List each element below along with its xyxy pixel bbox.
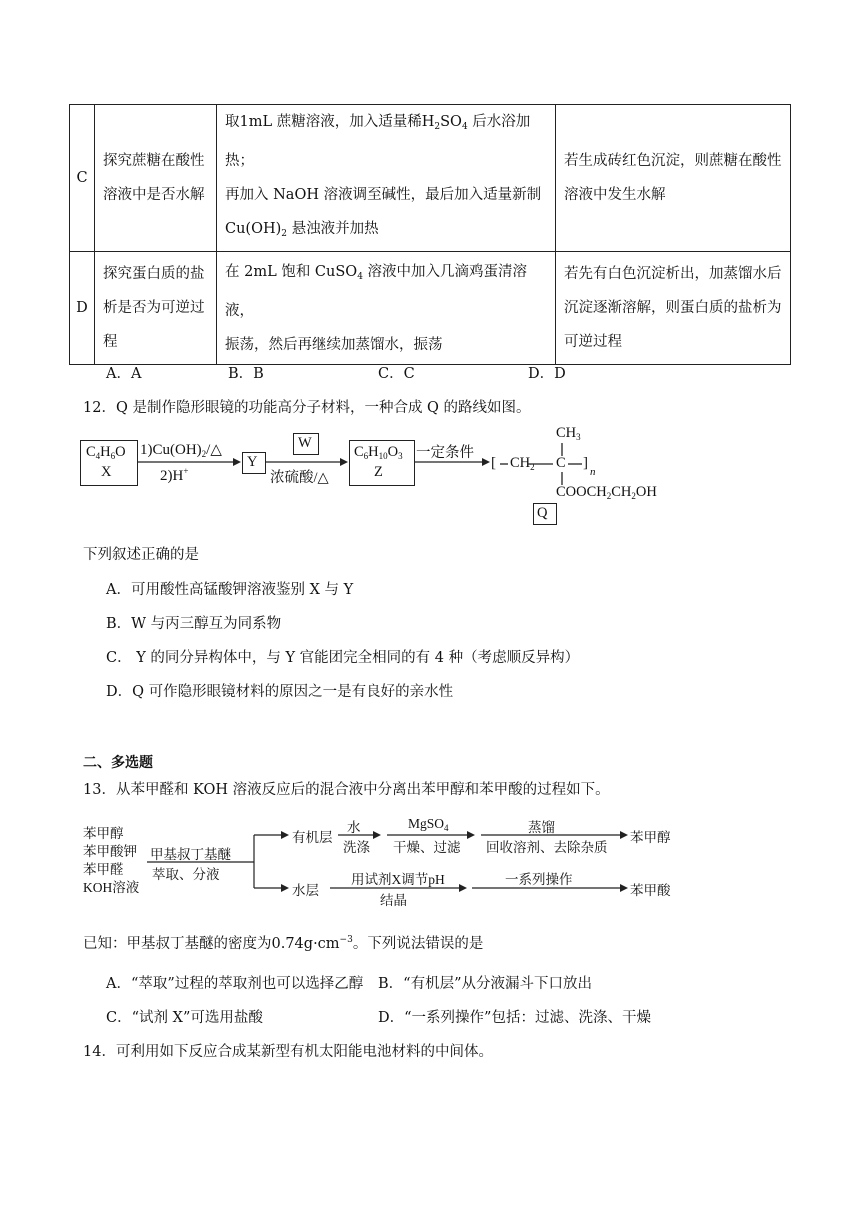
q12-option-d[interactable]: D．Q 可作隐形眼镜材料的原因之一是有良好的亲水性 (106, 684, 454, 700)
q13-option-c[interactable]: C．“试剂 X”可选用盐酸 (106, 1010, 263, 1026)
water-reagent: 水 (347, 820, 361, 835)
z-label: Z (374, 464, 383, 480)
q12-option-c[interactable]: C． Y 的同分异构体中，与 Y 官能团完全相同的有 4 种（考虑顺反异构） (106, 650, 580, 666)
row-label: D (70, 252, 95, 365)
dry-filter-step: 干燥、过滤 (393, 840, 461, 855)
aqueous-layer: 水层 (292, 883, 319, 898)
mix-potassium-benzoate: 苯甲酸钾 (83, 844, 137, 859)
product-benzoic-acid: 苯甲酸 (630, 883, 671, 898)
y-label: Y (247, 454, 258, 470)
polymer-bracket-left: [ (491, 455, 496, 471)
mix-benzyl-alcohol: 苯甲醇 (83, 826, 124, 841)
row-operation: 在 2mL 饱和 CuSO$_4$ 溶液中加入几滴鸡蛋清溶液， 振荡，然后再继续加蒸馏水，振荡 (217, 252, 556, 365)
z-formula: $C_6H_{10}O_3$ (354, 444, 403, 461)
mix-koh: KOH溶液 (83, 880, 140, 895)
wash-step: 洗涤 (343, 840, 370, 855)
option-d[interactable]: D．D (528, 366, 566, 382)
option-c[interactable]: C．C (378, 366, 415, 382)
mgso4: MgSO$_4$ (408, 816, 449, 833)
q13-option-b[interactable]: B．“有机层”从分液漏斗下口放出 (378, 976, 592, 992)
q12-option-b[interactable]: B．W 与丙三醇互为同系物 (106, 616, 282, 632)
q13-stem: 13．从苯甲醛和 KOH 溶液反应后的混合液中分离出苯甲醇和苯甲酸的过程如下。 (83, 782, 610, 798)
polymer-methyl: $CH_3$ (556, 425, 581, 442)
option-b[interactable]: B．B (228, 366, 264, 382)
section-title: 二、多选题 (83, 755, 153, 771)
step1-reagent: $1)Cu(OH)_2/\triangle$ (140, 442, 222, 459)
row-purpose: 探究蛋白质的盐析是否为可逆过程 (95, 252, 217, 365)
x-formula: $C_4H_6O$ (86, 444, 126, 461)
option-a[interactable]: A．A (106, 366, 142, 382)
q12-stem: 12．Q 是制作隐形眼镜的功能高分子材料，一种合成 Q 的路线如图。 (83, 400, 531, 416)
row-result: 若先有白色沉淀析出，加蒸馏水后沉淀逐渐溶解，则蛋白质的盐析为可逆过程 (556, 252, 791, 365)
product-benzyl-alcohol: 苯甲醇 (630, 830, 671, 845)
polymer-n: n (590, 466, 596, 478)
q13-option-a[interactable]: A．“萃取”过程的萃取剂也可以选择乙醇 (106, 976, 364, 992)
step2-reagent: 浓硫酸/△ (270, 470, 329, 486)
organic-layer: 有机层 (292, 830, 333, 845)
q-label: Q (537, 505, 548, 521)
distill-step: 蒸馏 (528, 820, 555, 835)
q14-stem: 14．可利用如下反应合成某新型有机太阳能电池材料的中间体。 (83, 1044, 493, 1060)
polymer-quaternary-c: C (556, 455, 566, 471)
recover-step: 回收溶剂、去除杂质 (486, 840, 608, 855)
step3-condition: 一定条件 (416, 445, 474, 461)
q13-known: 已知：甲基叔丁基醚的密度为$0.74g\cdot cm^{-3}$。下列说法错误的是 (83, 935, 484, 952)
step1-acid: 2)H+ (160, 466, 189, 484)
q12-option-a[interactable]: A．可用酸性高锰酸钾溶液鉴别 X 与 Y (106, 582, 354, 598)
polymer-bracket-right: ] (583, 455, 588, 471)
w-label: W (298, 435, 312, 451)
row-result: 若生成砖红色沉淀，则蔗糖在酸性溶液中发生水解 (556, 105, 791, 252)
extractant: 甲基叔丁基醚 (150, 847, 231, 862)
q13-option-d[interactable]: D．“一系列操作”包括：过滤、洗涤、干燥 (378, 1010, 651, 1026)
x-label: X (101, 464, 112, 480)
crystallize-step: 结晶 (380, 893, 407, 908)
series-ops: 一系列操作 (505, 872, 573, 887)
extract-step: 萃取、分液 (152, 867, 220, 882)
mix-benzaldehyde: 苯甲醛 (83, 862, 124, 877)
polymer-ester: $COOCH_2CH_2OH$ (556, 484, 657, 501)
row-label: C (70, 105, 95, 252)
polymer-main-chain: $CH_2$ (510, 455, 535, 472)
row-purpose: 探究蔗糖在酸性溶液中是否水解 (95, 105, 217, 252)
q12-prompt: 下列叙述正确的是 (83, 547, 199, 563)
reagent-x-step: 用试剂X调节pH (351, 872, 445, 887)
row-operation: 取1mL 蔗糖溶液，加入适量稀$H_2SO_4$ 后水浴加热； 再加入 NaOH 溶液调至碱性，最后加入适量新制 $Cu(OH)_2$ 悬浊液并加热 (217, 105, 556, 252)
